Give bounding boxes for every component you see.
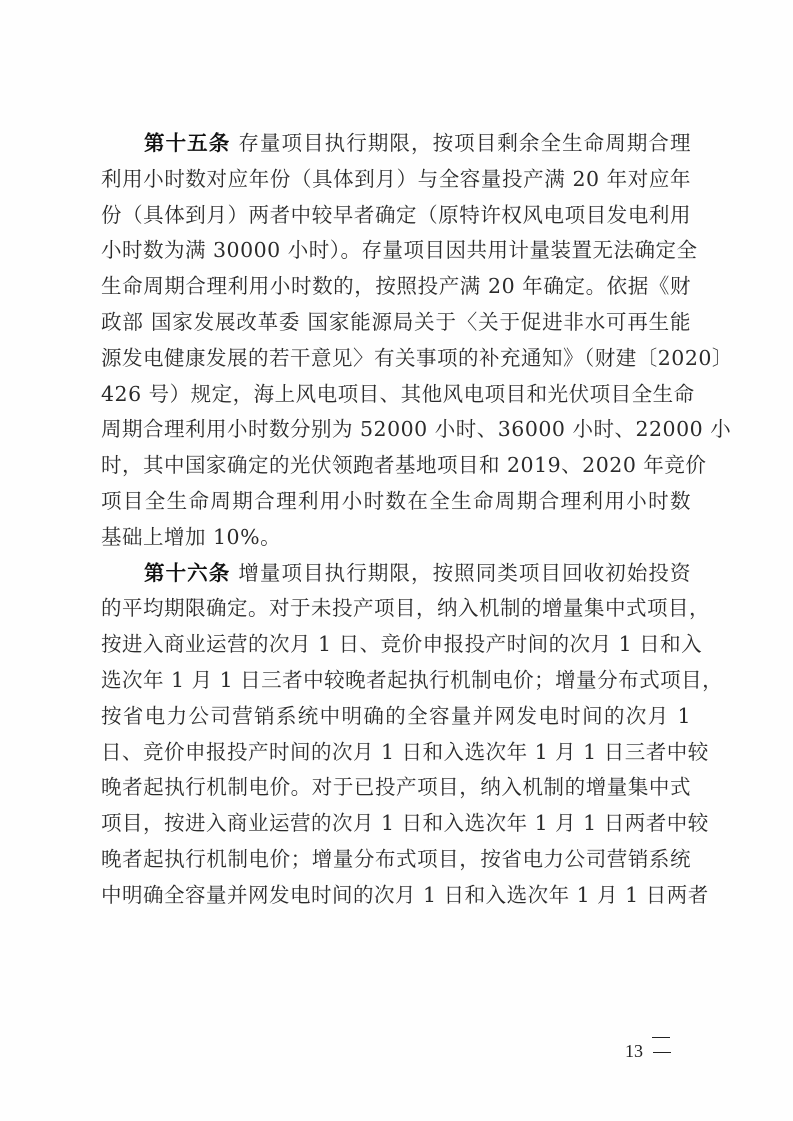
- article-15-line-7: 源发电健康发展的若干意见〉有关事项的补充通知》（财建〔2020〕: [101, 345, 733, 370]
- body-text: [101, 126, 733, 914]
- page-footer: [625, 1030, 685, 1070]
- article-16-line-2: 的平均期限确定。对于未投产项目，纳入机制的增量集中式项目，: [101, 596, 710, 621]
- article-16-line-10: 中明确全容量并网发电时间的次月 1 日和入选次年 1 月 1 日两者: [101, 882, 709, 907]
- article-15-line-8: 426 号）规定，海上风电项目、其他风电项目和光伏项目全生命: [101, 381, 695, 406]
- article-15-line-2: 利用小时数对应年份（具体到月）与全容量投产满 20 年对应年: [101, 166, 691, 191]
- article-16-line-8: 项目，按进入商业运营的次月 1 日和入选次年 1 月 1 日两者中较: [101, 811, 709, 836]
- article-15-line-12: 基础上增加 10%。: [101, 524, 282, 549]
- article-16-line-6: 日、竞价申报投产时间的次月 1 日和入选次年 1 月 1 日三者中较: [101, 739, 709, 764]
- article-15-line-5: 生命周期合理利用小时数的，按照投产满 20 年确定。依据《财: [101, 274, 691, 299]
- article-16-line-5: 按省电力公司营销系统中明确的全容量并网发电时间的次月 1: [101, 703, 691, 728]
- text-span: 增量项目执行期限，按照同类项目回收初始投资: [238, 560, 692, 585]
- article-15-line-11: 项目全生命周期合理利用小时数在全生命周期合理利用小时数: [101, 488, 691, 513]
- article-16-number: 第十六条: [144, 560, 231, 585]
- article-15-line-10: 时，其中国家确定的光伏领跑者基地项目和 2019、2020 年竞价: [101, 453, 707, 478]
- article-15-line-6: 政部 国家发展改革委 国家能源局关于〈关于促进非水可再生能: [101, 309, 691, 334]
- footer-dash-bottom: [653, 1052, 671, 1053]
- article-15-line-3: 份（具体到月）两者中较早者确定（原特许权风电项目发电利用: [101, 202, 691, 227]
- text-span: 存量项目执行期限，按项目剩余全生命周期合理: [238, 131, 692, 155]
- article-16-line-9: 晚者起执行机制电价；增量分布式项目，按省电力公司营销系统: [101, 846, 691, 871]
- article-15-number: 第十五条: [144, 131, 231, 155]
- article-16-line-1: [101, 556, 691, 592]
- page-number: 13: [625, 1041, 643, 1061]
- footer-dash-top: [652, 1037, 670, 1038]
- article-15-line-9: 周期合理利用小时数分别为 52000 小时、36000 小时、22000 小: [101, 417, 732, 442]
- article-16-line-7: 晚者起执行机制电价。对于已投产项目，纳入机制的增量集中式: [101, 775, 691, 800]
- article-16-line-3: 按进入商业运营的次月 1 日、竞价申报投产时间的次月 1 日和入: [101, 632, 703, 657]
- article-15-line-1: [101, 126, 691, 162]
- article-16-line-4: 选次年 1 月 1 日三者中较晚者起执行机制电价；增量分布式项目，: [101, 667, 724, 692]
- article-15-line-4: 小时数为满 30000 小时）。存量项目因共用计量装置无法确定全: [101, 238, 698, 263]
